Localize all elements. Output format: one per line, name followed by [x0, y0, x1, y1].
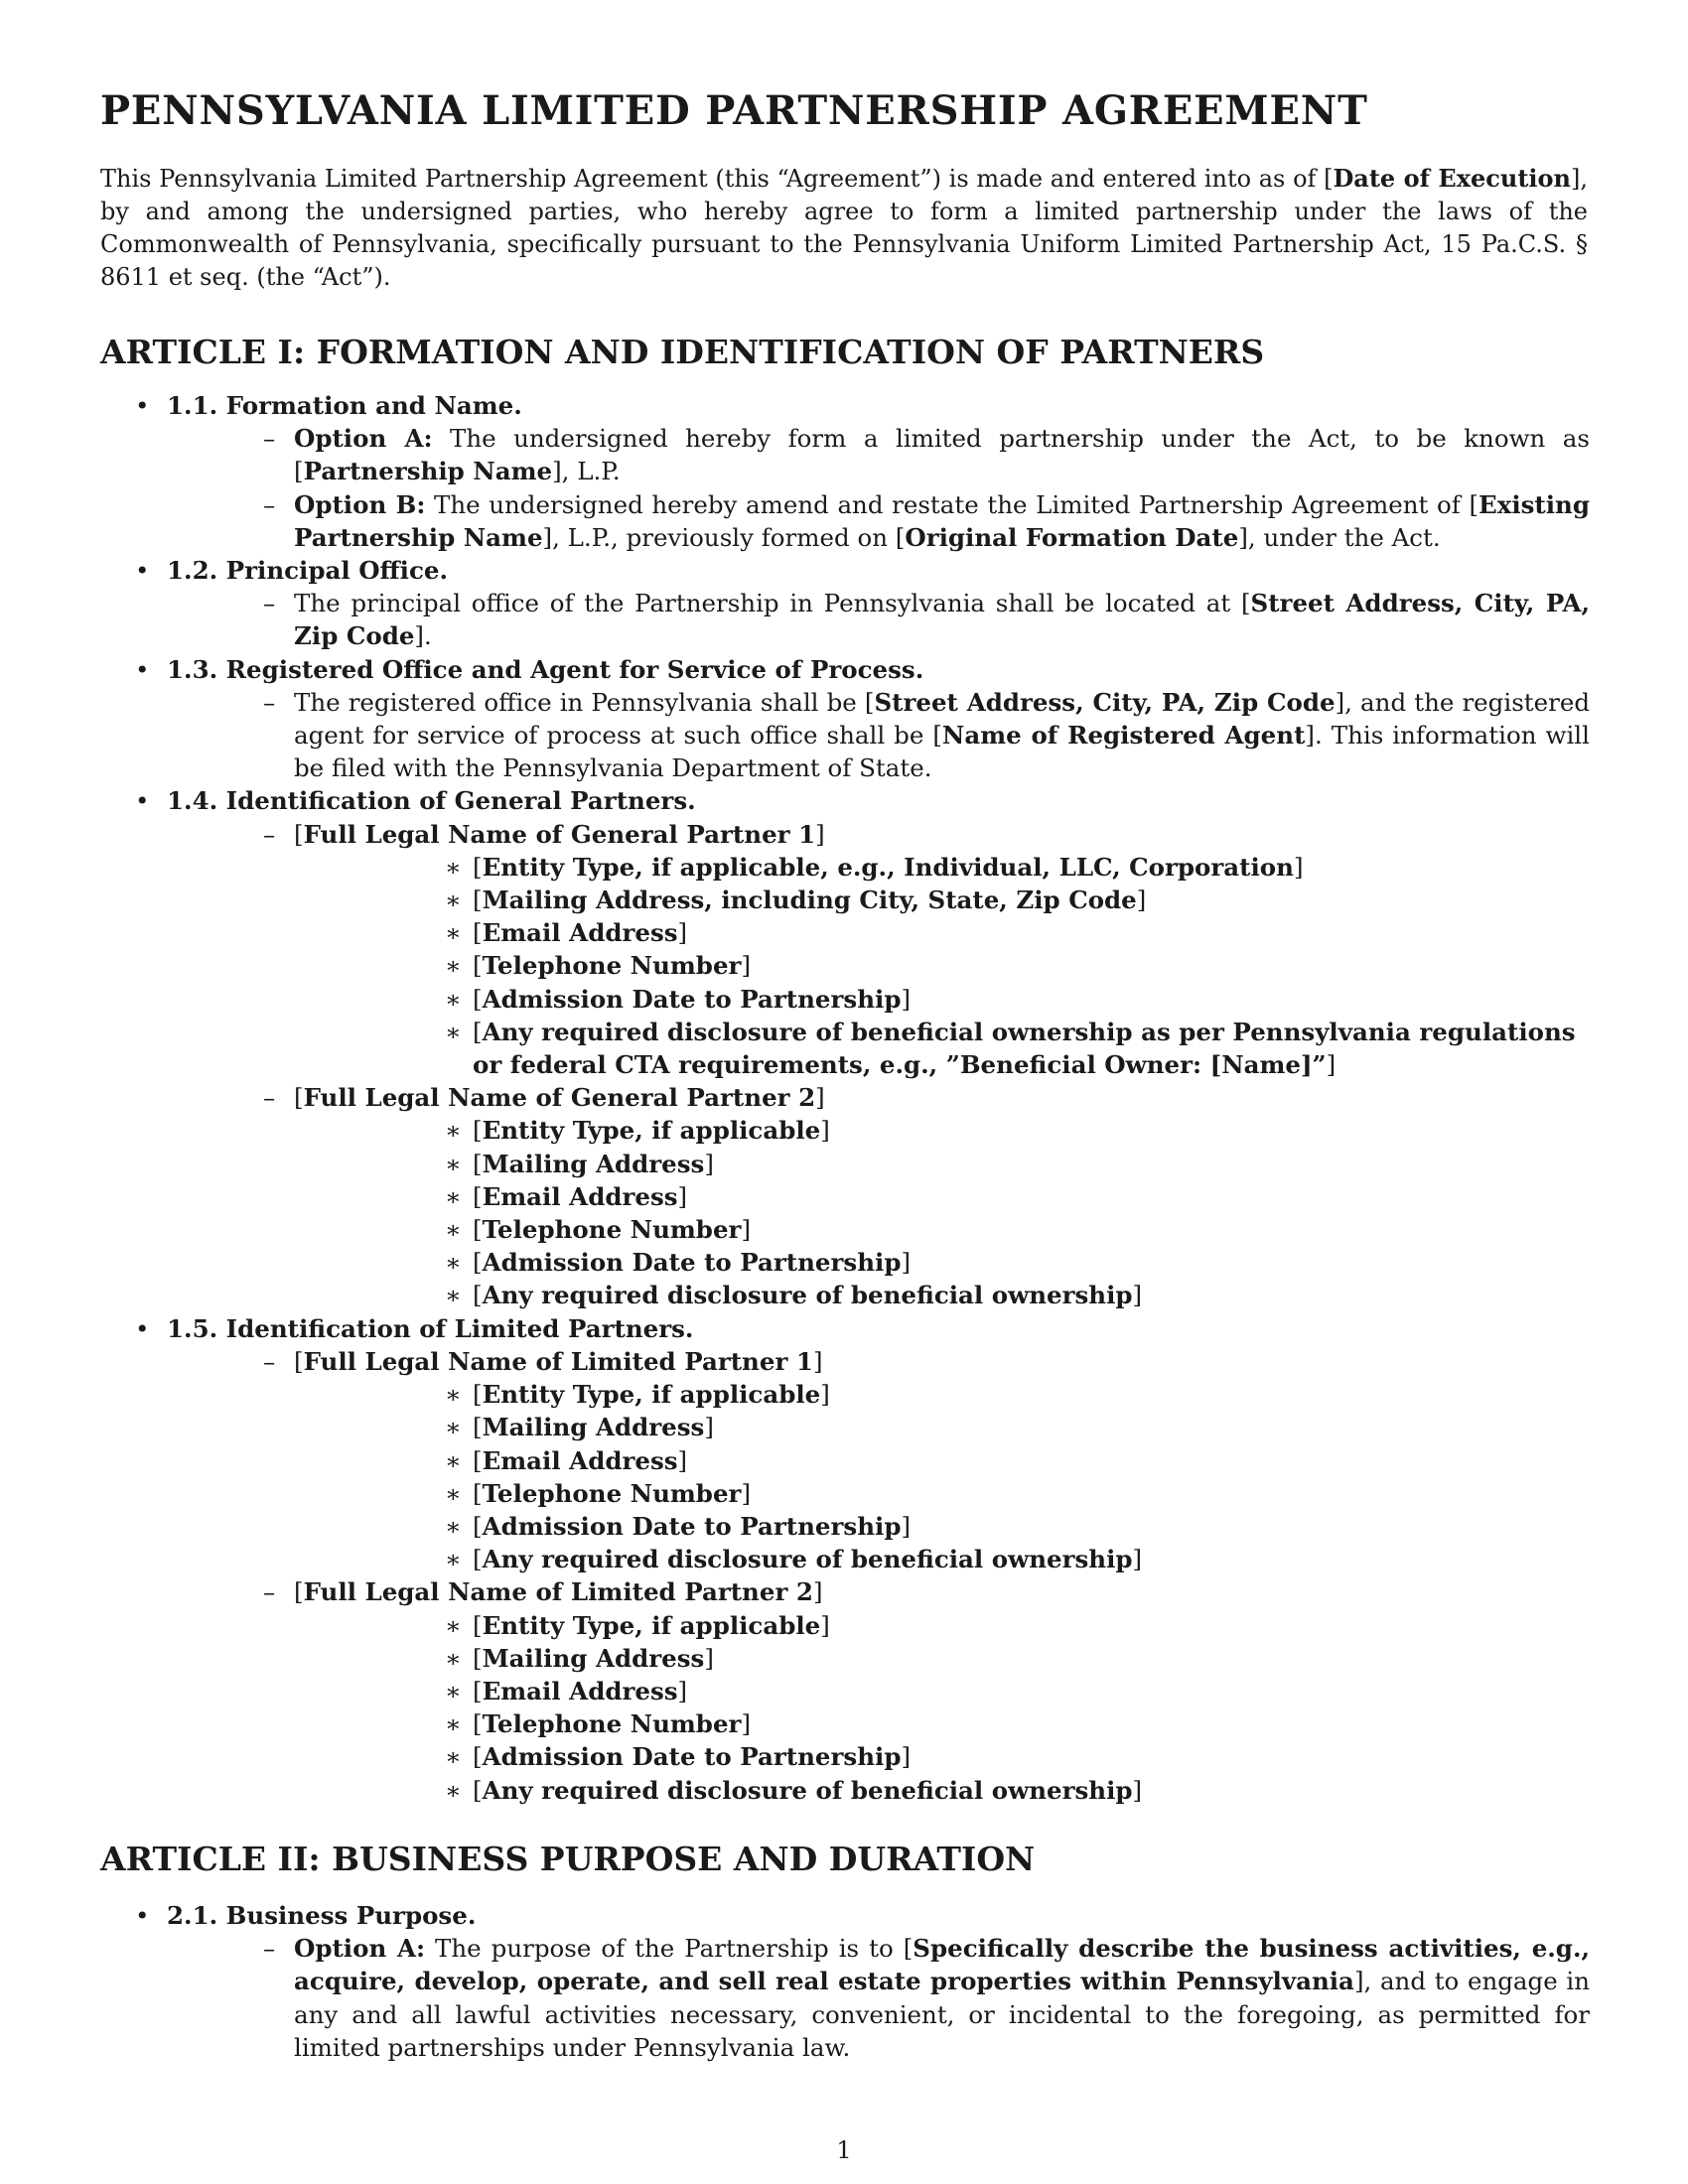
list-item: ∗ [Mailing Address]	[294, 1642, 1590, 1675]
option-text: ], under the Act.	[1238, 522, 1441, 552]
placeholder: Telephone Number	[482, 951, 742, 981]
list-item: ∗ [Admission Date to Partnership]	[294, 983, 1590, 1016]
section-1-3	[100, 653, 1590, 785]
placeholder: Telephone Number	[482, 1709, 742, 1739]
placeholder: Any required disclosure of beneficial ownership	[482, 1281, 1133, 1310]
placeholder: Email Address	[482, 918, 678, 948]
option-label: Option A:	[294, 424, 433, 454]
asterisk-icon: ∗	[445, 1380, 462, 1410]
section-1-1	[100, 389, 1590, 554]
intro-text: ], by and among the undersigned parties, who hereby agree to form a limited partnership under the laws of the Commonwealth of Pennsylvania, specifically pursuant to the Pennsylvania Uniform Limited Partnership Act, 15 Pa.C.S. § 8611 et seq. (the “Act”).	[100, 165, 1588, 291]
placeholder: Admission Date to Partnership	[482, 1511, 902, 1541]
list-item: ∗ [Email Address]	[294, 1180, 1590, 1213]
article-2-heading: ARTICLE II: BUSINESS PURPOSE AND DURATION	[100, 1840, 1036, 1878]
list-item: ∗ [Telephone Number]	[294, 1707, 1590, 1740]
list-item: ∗ [Mailing Address]	[294, 1148, 1590, 1180]
section-1-5	[100, 1312, 1590, 1807]
option-text: The undersigned hereby amend and restate the Limited Partnership Agreement of [	[425, 489, 1479, 519]
placeholder: Mailing Address	[482, 1149, 705, 1178]
list-item: ∗ [Any required disclosure of beneficial ownership]	[294, 1543, 1590, 1575]
dash-icon: –	[263, 687, 276, 717]
asterisk-icon: ∗	[445, 1248, 462, 1278]
date-of-execution-placeholder: Date of Execution	[1333, 164, 1571, 193]
placeholder: Email Address	[482, 1181, 678, 1211]
asterisk-icon: ∗	[445, 1610, 462, 1640]
dash-icon: –	[263, 1577, 276, 1607]
dash-icon: –	[263, 489, 276, 519]
address-placeholder: Street Address, City, PA, Zip Code	[874, 687, 1336, 717]
document-title: PENNSYLVANIA LIMITED PARTNERSHIP AGREEMENT	[100, 87, 1368, 134]
partner-name-placeholder: Full Legal Name of General Partner 1	[303, 819, 816, 849]
page-number: 1	[836, 2136, 852, 2164]
business-activities-placeholder: Specifically describe the business activities, e.g., acquire, develop, operate, and sell real estate properties within Pennsylvania	[294, 1934, 1590, 1996]
partner-name-placeholder: Full Legal Name of Limited Partner 2	[303, 1577, 813, 1607]
limited-partner-1: – [Full Legal Name of Limited Partner 1] ∗ [Entity Type, if applicable] ∗ [Mailing Address] ∗ [Email Address] ∗ [Telephone Number] ∗ [Admission Date to Partnership] ∗ [Any required disclosure of beneficial ownership]	[167, 1345, 1590, 1575]
partner-name-placeholder: Full Legal Name of Limited Partner 1	[303, 1346, 813, 1376]
asterisk-icon: ∗	[445, 951, 462, 981]
body-text: The principal office of the Partnership in Pennsylvania shall be located at [	[294, 589, 1251, 618]
dash-icon: –	[263, 589, 276, 618]
body-text: ]. This information will be filed with the Pennsylvania Department of State.	[294, 721, 1590, 783]
list-item: ∗ [Entity Type, if applicable]	[294, 1114, 1590, 1147]
placeholder: Entity Type, if applicable	[482, 1610, 821, 1640]
dash-icon: –	[263, 1083, 276, 1113]
bullet-icon: •	[135, 1313, 150, 1343]
section-label: 1.2. Principal Office.	[167, 556, 448, 586]
original-formation-date-placeholder: Original Formation Date	[905, 522, 1239, 552]
bullet-icon: •	[135, 391, 150, 420]
section-label: 1.5. Identification of Limited Partners.	[167, 1313, 694, 1343]
placeholder: Any required disclosure of beneficial ownership	[482, 1545, 1133, 1574]
body-text: ].	[414, 621, 432, 651]
asterisk-icon: ∗	[445, 1017, 462, 1046]
list-item: ∗ [Mailing Address, including City, State, Zip Code]	[294, 884, 1590, 916]
dash-icon: –	[263, 1346, 276, 1376]
asterisk-icon: ∗	[445, 1149, 462, 1178]
list-item: ∗ [Any required disclosure of beneficial ownership]	[294, 1774, 1590, 1807]
section-label: 1.1. Formation and Name.	[167, 391, 522, 420]
placeholder: Any required disclosure of beneficial ownership	[482, 1775, 1133, 1805]
intro-text: This Pennsylvania Limited Partnership Agreement (this “Agreement”) is made and entered into as of [	[100, 165, 1334, 193]
list-item: ∗ [Admission Date to Partnership]	[294, 1740, 1590, 1773]
list-item: ∗ [Email Address]	[294, 1675, 1590, 1707]
placeholder: Telephone Number	[482, 1478, 742, 1508]
asterisk-icon: ∗	[445, 1445, 462, 1475]
placeholder: Mailing Address	[482, 1413, 705, 1442]
placeholder: Mailing Address	[482, 1643, 705, 1673]
asterisk-icon: ∗	[445, 1215, 462, 1245]
article-1-heading: ARTICLE I: FORMATION AND IDENTIFICATION OF PARTNERS	[100, 333, 1265, 371]
option-a	[167, 422, 1590, 487]
general-partner-2: – [Full Legal Name of General Partner 2] ∗ [Entity Type, if applicable] ∗ [Mailing Address] ∗ [Email Address] ∗ [Telephone Number] ∗ [Admission Date to Partnership] ∗ [Any required disclosure of beneficial ownership]	[167, 1081, 1590, 1311]
asterisk-icon: ∗	[445, 1478, 462, 1508]
asterisk-icon: ∗	[445, 1775, 462, 1805]
bullet-icon: •	[135, 556, 150, 586]
list-item: ∗ [Telephone Number]	[294, 949, 1590, 982]
list-item: ∗ [Email Address]	[294, 916, 1590, 949]
list-item: ∗ [Any required disclosure of beneficial ownership]	[294, 1279, 1590, 1311]
section-2-1	[100, 1899, 1590, 2064]
body-text: ], and the registered agent for service of process at such office shall be [	[294, 687, 1591, 751]
asterisk-icon: ∗	[445, 1116, 462, 1146]
option-a	[167, 1932, 1590, 2064]
placeholder: Mailing Address, including City, State, Zip Code	[482, 886, 1137, 915]
list-item: ∗ [Admission Date to Partnership]	[294, 1510, 1590, 1543]
section-label: 1.4. Identification of General Partners.	[167, 786, 696, 816]
body-text: The registered office in Pennsylvania shall be [	[294, 687, 875, 717]
placeholder: Entity Type, if applicable	[482, 1380, 821, 1410]
option-label: Option A:	[294, 1934, 426, 1964]
asterisk-icon: ∗	[445, 1511, 462, 1541]
section-1-4	[100, 784, 1590, 1311]
placeholder: Entity Type, if applicable	[482, 1116, 821, 1146]
dash-icon: –	[263, 424, 276, 454]
bullet-icon: •	[135, 654, 150, 684]
option-text: ], L.P.	[552, 457, 621, 486]
limited-partner-2: – [Full Legal Name of Limited Partner 2] ∗ [Entity Type, if applicable] ∗ [Mailing Address] ∗ [Email Address] ∗ [Telephone Number] ∗ [Admission Date to Partnership] ∗ [Any required disclosure of beneficial ownership]	[167, 1575, 1590, 1806]
section-label: 2.1. Business Purpose.	[167, 1901, 477, 1930]
article-2-body	[100, 1899, 1590, 2064]
partner-name-placeholder: Full Legal Name of General Partner 2	[303, 1083, 816, 1113]
asterisk-icon: ∗	[445, 1413, 462, 1442]
bullet-icon: •	[135, 786, 150, 816]
partnership-name-placeholder: Partnership Name	[303, 457, 553, 486]
existing-partnership-name-placeholder: Existing Partnership Name	[294, 489, 1590, 552]
option-b	[167, 488, 1590, 554]
placeholder: Any required disclosure of beneficial ownership as per Pennsylvania regulations or federal CTA requirements, e.g., ”Beneficial Owner: [Name]”	[473, 1017, 1576, 1080]
placeholder: Email Address	[482, 1445, 678, 1475]
intro-paragraph	[100, 162, 1588, 294]
principal-office-text	[167, 587, 1590, 652]
body-text: The purpose of the Partnership is to [	[425, 1934, 914, 1964]
dash-icon: –	[263, 1934, 276, 1964]
address-placeholder: Street Address, City, PA, Zip Code	[294, 589, 1590, 651]
placeholder: Telephone Number	[482, 1215, 742, 1245]
general-partner-1: – [Full Legal Name of General Partner 1] ∗ [Entity Type, if applicable, e.g., Individual, LLC, Corporation] ∗ [Mailing Address, including City, State, Zip Code] ∗ [Email Address] ∗ [Telephone Number] ∗ [Admission Date to Partnership] ∗ [Any required disclosure of beneficial ownership as per Pennsylvania regulations or federal CTA requirements, e.g., ”Beneficial Owner: [Name]”]	[167, 818, 1590, 1082]
asterisk-icon: ∗	[445, 1709, 462, 1739]
placeholder: Admission Date to Partnership	[482, 1248, 902, 1278]
list-item: ∗ [Entity Type, if applicable]	[294, 1378, 1590, 1411]
list-item: ∗ [Telephone Number]	[294, 1213, 1590, 1246]
list-item: ∗ [Any required disclosure of beneficial ownership as per Pennsylvania regulations or federal CTA requirements, e.g., ”Beneficial Owner: [Name]”]	[445, 1017, 1576, 1080]
option-text: The undersigned hereby form a limited partnership under the Act, to be known as [	[294, 424, 1590, 486]
section-1-2	[100, 554, 1590, 653]
option-text: ], L.P., previously formed on [	[542, 522, 906, 552]
placeholder: Email Address	[482, 1676, 678, 1706]
asterisk-icon: ∗	[445, 984, 462, 1014]
asterisk-icon: ∗	[445, 918, 462, 948]
asterisk-icon: ∗	[445, 1742, 462, 1772]
list-item: ∗ [Telephone Number]	[294, 1477, 1590, 1510]
list-item: ∗ [Admission Date to Partnership]	[294, 1246, 1590, 1279]
placeholder: Admission Date to Partnership	[482, 1742, 902, 1772]
list-item: ∗ [Entity Type, if applicable, e.g., Individual, LLC, Corporation]	[294, 851, 1590, 884]
asterisk-icon: ∗	[445, 1181, 462, 1211]
asterisk-icon: ∗	[445, 852, 462, 882]
asterisk-icon: ∗	[445, 886, 462, 915]
list-item: ∗ [Email Address]	[294, 1444, 1590, 1477]
dash-icon: –	[263, 819, 276, 849]
asterisk-icon: ∗	[445, 1281, 462, 1310]
placeholder: Admission Date to Partnership	[482, 984, 902, 1014]
section-label: 1.3. Registered Office and Agent for Service of Process.	[167, 654, 924, 684]
list-item: ∗ [Entity Type, if applicable]	[294, 1609, 1590, 1642]
article-1-body	[100, 389, 1590, 1807]
asterisk-icon: ∗	[445, 1643, 462, 1673]
placeholder: Entity Type, if applicable, e.g., Individual, LLC, Corporation	[482, 852, 1294, 882]
option-label: Option B:	[294, 489, 426, 519]
asterisk-icon: ∗	[445, 1545, 462, 1574]
body-text: ], and to engage in any and all lawful activities necessary, convenient, or incidental to the foregoing, as permitted for limited partnerships under Pennsylvania law.	[294, 1967, 1590, 2062]
registered-agent-placeholder: Name of Registered Agent	[941, 721, 1306, 751]
registered-office-text	[167, 686, 1590, 785]
bullet-icon: •	[135, 1901, 150, 1930]
asterisk-icon: ∗	[445, 1676, 462, 1706]
list-item: ∗ [Mailing Address]	[294, 1411, 1590, 1443]
